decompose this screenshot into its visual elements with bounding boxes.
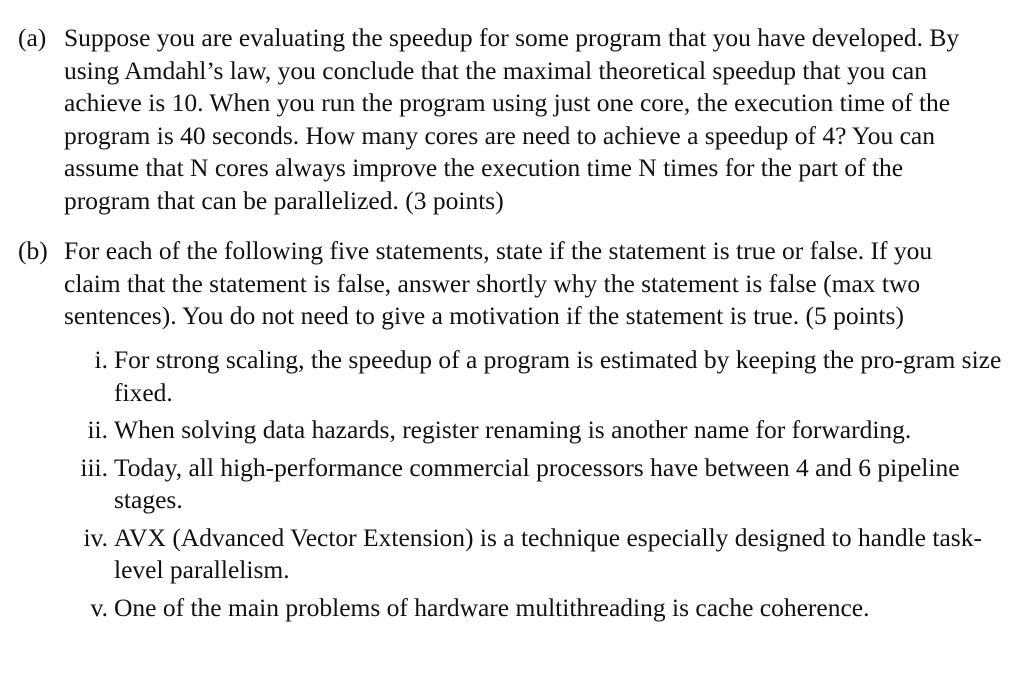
statement-label: v. <box>90 592 108 622</box>
question-b-label: (b) <box>18 236 48 265</box>
statement-item-i <box>64 344 1014 409</box>
statement-item-ii <box>64 414 1014 447</box>
question-a-label: (a) <box>18 23 47 52</box>
statement-item-iii <box>64 452 1014 517</box>
question-a <box>18 22 1008 217</box>
statement-list <box>64 344 1014 629</box>
statement-label: ii. <box>87 415 108 444</box>
statement-text: Today, all high-performance commercial processors have between 4 and 6 pipeline stages. <box>114 452 960 514</box>
statement-text: For strong scaling, the speedup of a program is estimated by keeping the pro-gram size fixed. <box>114 345 1002 407</box>
statement-label: iii. <box>80 452 108 482</box>
statement-text: AVX (Advanced Vector Extension) is a technique especially designed to handle task-level parallelism. <box>114 522 982 584</box>
question-a-text: Suppose you are evaluating the speedup for some program that you have developed. By using Amdahl’s law, you conclude that the maximal theoretical speedup that you can achieve is 10. When you run the program using just one core, the execution time of the program is 40 seconds. How many cores are need to achieve a speedup of 4? You can assume that N cores always improve the execution time N times for the part of the program that can be parallelized. (3 points) <box>64 23 960 215</box>
statement-text: One of the main problems of hardware multithreading is cache coherence. <box>114 592 870 622</box>
statement-label: i. <box>94 345 108 374</box>
statement-text: When solving data hazards, register renaming is another name for forwarding. <box>114 415 912 444</box>
statement-label: iv. <box>83 522 108 552</box>
statement-item-v <box>64 592 1014 625</box>
statement-item-iv <box>64 522 1014 587</box>
question-b <box>18 235 1008 333</box>
question-b-text: For each of the following five statements, state if the statement is true or false. If you claim that the statement is false, answer shortly why the statement is false (max two sentences). You do not need to give a motivation if the statement is true. (5 points) <box>64 236 933 330</box>
